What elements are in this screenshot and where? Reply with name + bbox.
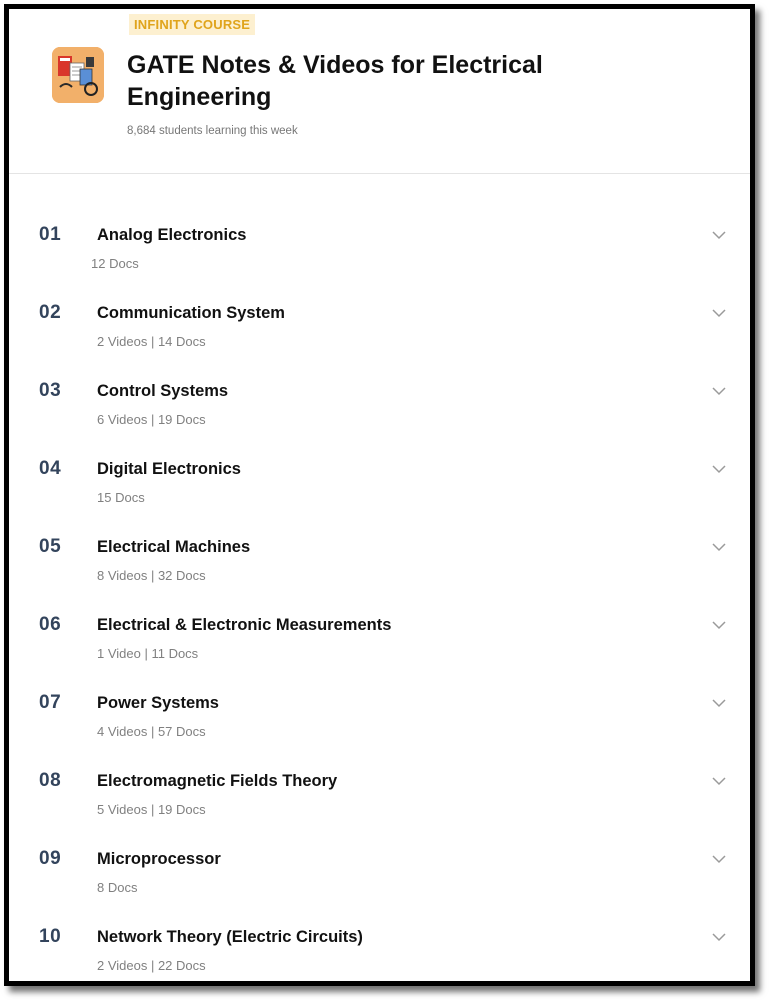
topic-title: Analog Electronics [97,226,247,244]
course-title: GATE Notes & Videos for Electrical Engineering [127,51,543,111]
topic-title: Electrical Machines [97,538,251,556]
topic-title: Microprocessor [97,850,221,868]
topic-meta: 4 Videos | 57 Docs [97,724,206,739]
topic-meta: 5 Videos | 19 Docs [97,802,206,817]
chevron-down-icon[interactable] [712,620,726,630]
topic-title: Control Systems [97,382,229,400]
topic-meta: 12 Docs [91,256,139,271]
topic-meta: 2 Videos | 22 Docs [97,958,206,973]
topic-number: 06 [39,614,62,635]
topic-title: Electrical & Electronic Measurements [97,616,392,634]
topic-row[interactable] [9,536,750,614]
topic-meta: 15 Docs [97,490,145,505]
topic-number: 09 [39,848,62,869]
topic-number: 04 [39,458,62,479]
topic-row[interactable] [9,302,750,380]
chevron-down-icon[interactable] [712,386,726,396]
students-count: 8,684 students learning this week [127,125,298,137]
topic-number: 05 [39,536,62,557]
topic-meta: 1 Video | 11 Docs [97,646,199,661]
topic-row[interactable] [9,458,750,536]
topic-meta: 2 Videos | 14 Docs [97,334,206,349]
topic-number: 02 [39,302,62,323]
chevron-down-icon[interactable] [712,854,726,864]
topic-number: 10 [39,926,62,947]
topic-row[interactable] [9,614,750,692]
chevron-down-icon[interactable] [712,230,726,240]
chevron-down-icon[interactable] [712,776,726,786]
topic-meta: 8 Videos | 32 Docs [97,568,206,583]
course-header [9,9,750,174]
course-thumbnail-icon [52,47,104,103]
chevron-down-icon[interactable] [712,542,726,552]
topic-row[interactable] [9,692,750,770]
topic-title: Power Systems [97,694,219,712]
chevron-down-icon[interactable] [712,932,726,942]
chevron-down-icon[interactable] [712,464,726,474]
chevron-down-icon[interactable] [712,698,726,708]
topic-meta: 6 Videos | 19 Docs [97,412,206,427]
topic-row[interactable] [9,380,750,458]
infinity-course-badge: INFINITY COURSE [129,14,255,35]
course-panel [4,4,755,986]
topic-row[interactable] [9,224,750,302]
chevron-down-icon[interactable] [712,308,726,318]
topic-number: 01 [39,224,62,245]
topic-row[interactable] [9,926,750,986]
topic-title: Electromagnetic Fields Theory [97,772,338,790]
topic-row[interactable] [9,848,750,926]
topic-number: 03 [39,380,62,401]
topic-number: 08 [39,770,62,791]
topic-title: Digital Electronics [97,460,241,478]
topic-title: Communication System [97,304,285,322]
topic-row[interactable] [9,770,750,848]
topic-meta: 8 Docs [97,880,138,895]
topic-title: Network Theory (Electric Circuits) [97,928,363,946]
topic-number: 07 [39,692,62,713]
